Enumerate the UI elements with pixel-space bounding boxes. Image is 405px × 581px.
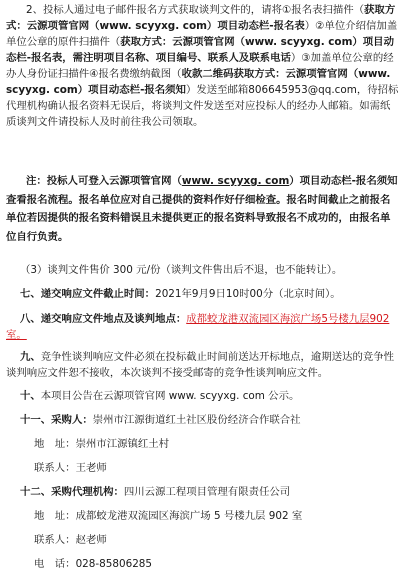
- buyer-contact-label: 联系人：: [34, 462, 76, 474]
- agent-label: 十二、采购代理机构：: [20, 486, 124, 498]
- buyer-contact-line: [34, 460, 107, 476]
- section-nine-label: 九、: [20, 351, 41, 363]
- reg-text-1: 2、投标人通过电子邮件报名方式获取谈判文件的，请将①报名表扫描件（: [26, 4, 365, 16]
- reg-bold-3: 收款二维码获取方式：云源项管官网（www. scyyxg. com）项目动态栏-报名须知: [6, 68, 391, 96]
- buyer-label: 十一、采购人：: [20, 414, 93, 426]
- agent-contact-value: 赵老师: [75, 534, 107, 546]
- agent-contact-line: [34, 532, 107, 548]
- location-label: 八、递交响应文件地点及谈判地点：: [20, 313, 187, 325]
- fee-line: （3）谈判文件售价 300 元/份（谈判文件售出后不退，也不能转让）。: [20, 264, 343, 276]
- section-ten-text: 本项目公告在云源项管官网 www. scyyxg. com 公示。: [40, 390, 300, 402]
- reg-bold-1: 获取方式：云源项管官网（www. scyyxg. com）项目动态栏-报名表: [6, 4, 396, 32]
- buyer-contact-value: 王老师: [75, 462, 107, 474]
- note-text-b: ）项目动态栏-报名须知查看报名流程。报名单位应对自己提供的资料作好仔细检查。报名时间截止之前报名单位若因提供的报名资料错误且未提供更正的报名资料导致报名不成功的，由报名单位自行负责。: [6, 175, 398, 243]
- note-url-link[interactable]: www. scyyxg. com: [181, 175, 290, 187]
- reg-text-2: ）②单位介绍信加盖单位公章的原件扫描件（: [6, 20, 398, 48]
- agent-address-line: [34, 508, 302, 524]
- registration-paragraph: [6, 2, 400, 130]
- reg-bold-2: 获取方式：云源项管官网（www. scyyxg. com）项目动态栏-报名表，需注明项目名称、项目编号、联系人及联系电话: [6, 36, 394, 64]
- section-ten-label: 十、: [20, 390, 41, 402]
- agent-phone-line: [34, 556, 152, 572]
- agent-address-label: 地 址：: [34, 510, 76, 522]
- agent-line: [20, 484, 290, 500]
- note-text-a: 注：投标人可登入云源项管官网（: [26, 175, 182, 187]
- location-line: [6, 311, 400, 343]
- location-value: 成都蛟龙港双流园区海滨广场5号楼九层902室。: [6, 313, 390, 341]
- buyer-address-label: 地 址：: [34, 438, 76, 450]
- buyer-address-value: 崇州市江源镇红土村: [75, 438, 170, 450]
- reg-text-3: ）③加盖单位公章的经办人身份证扫描件④报名费缴纳截图（: [6, 52, 394, 80]
- agent-address-value: 成都蛟龙港双流园区海滨广场 5 号楼九层 902 室: [75, 510, 303, 522]
- note-paragraph: [6, 172, 400, 246]
- agent-value: 四川云源工程项目管理有限责任公司: [123, 486, 291, 498]
- deadline-line: [20, 286, 341, 302]
- buyer-line: [20, 412, 301, 428]
- agent-contact-label: 联系人：: [34, 534, 76, 546]
- section-ten: [20, 388, 299, 404]
- agent-phone-label: 电 话：: [34, 558, 76, 570]
- buyer-address-line: [34, 436, 169, 452]
- agent-phone-value: 028-85806285: [75, 558, 153, 570]
- deadline-label: 七、递交响应文件截止时间：: [20, 288, 156, 300]
- deadline-value: 2021年9月9日10时00分（北京时间）。: [155, 288, 341, 300]
- section-nine-text: 竞争性谈判响应文件必须在投标截止时间前送达开标地点，逾期送达的竞争性谈判响应文件恕不接收，本次谈判不接受邮寄的竞争性谈判响应文件。: [6, 351, 395, 379]
- reg-text-4: ）发送至邮箱806645953@qq.com，待招标代理机构确认报名资料无误后，将谈判文件发送至对应投标人的经办人邮箱。如需纸质谈判文件请投标人及时前往我公司领取。: [6, 84, 399, 128]
- section-nine: [6, 349, 400, 381]
- buyer-value: 崇州市江源街道红土社区股份经济合作联合社: [92, 414, 301, 426]
